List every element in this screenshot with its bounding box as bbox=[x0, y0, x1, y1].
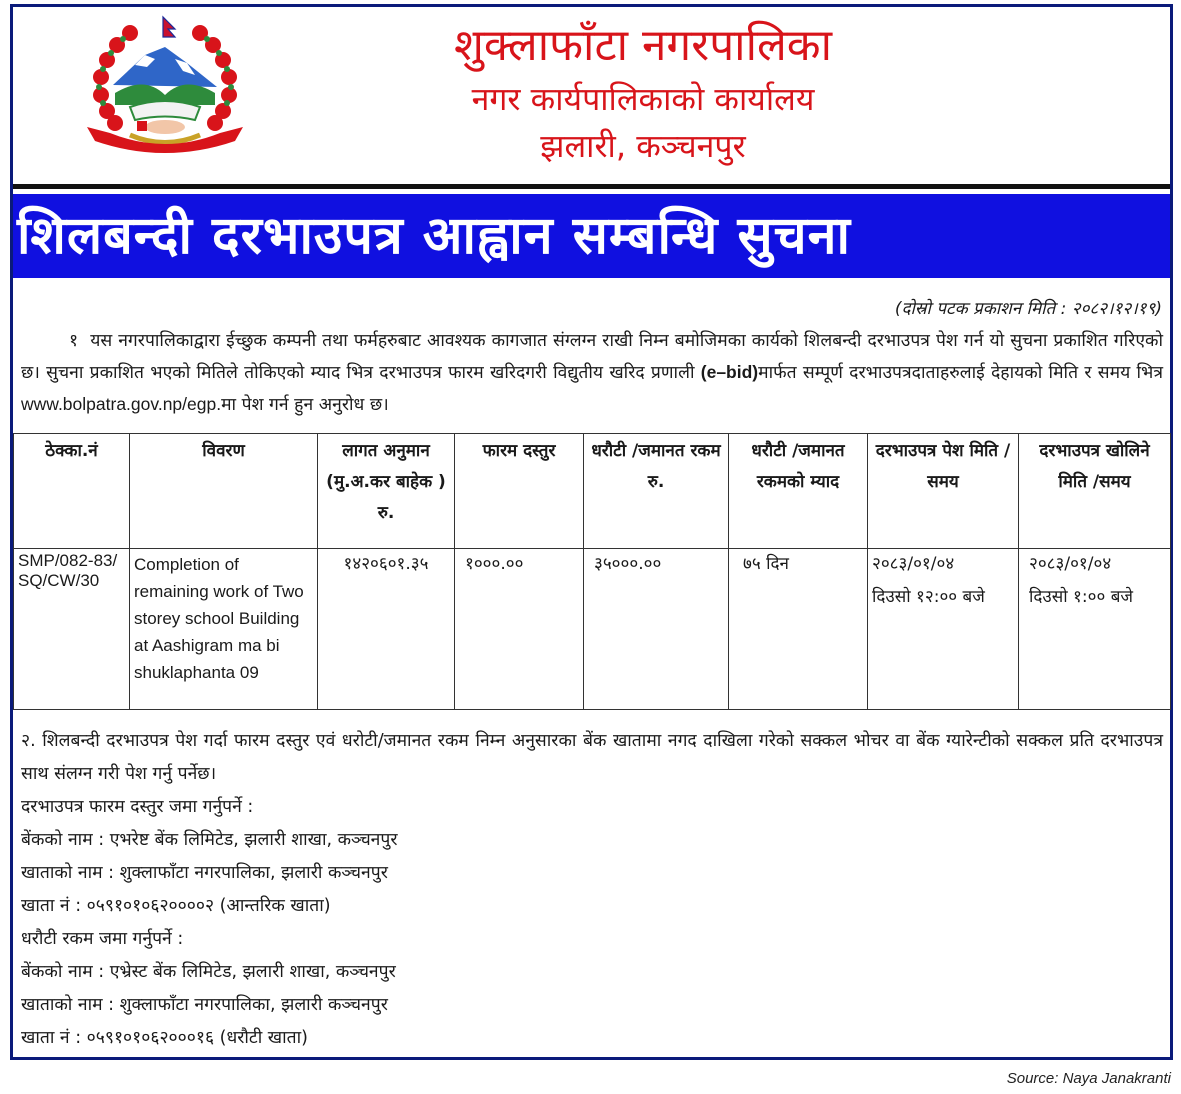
header bbox=[13, 7, 1170, 189]
form-fee-heading: दरभाउपत्र फारम दस्तुर जमा गर्नुपर्ने : bbox=[21, 797, 254, 817]
para1-text-end: मा पेश गर्न हुन अनुरोध छ। bbox=[221, 395, 389, 415]
para1-text: यस नगरपालिकाद्वारा ईच्छुक कम्पनी तथा फर्महरुबाट आवश्यक कागजात संग्लग्न राखी निम्न बमोजिमका कार्यको शिलबन्दी दरभाउपत्र पेश गर्न यो सुचना प्रकाशित गरिएको छ। सुचना प्रकाशित भएको मितिले तोकिएको म्याद भित्र दरभाउपत्र फारम खरिदगरी विद्युतीय खरिद प्रणाली bbox=[21, 331, 1163, 383]
para1-text-cont: मार्फत सम्पूर्ण दरभाउपत्रदाताहरुलाई देहायको मिति र समय भित्र bbox=[758, 363, 1163, 383]
submission-date: २०८३/०१/०४ bbox=[872, 554, 955, 574]
para2-intro: २. शिलबन्दी दरभाउपत्र पेश गर्दा फारम दस्तुर एवं धरोटी/जमानत रकम निम्न अनुसारका बेंक खातामा नगद दाखिला गरेको सक्कल भोचर वा बेंक ग्यारेन्टीको सक्कल प्रति दरभाउपत्र साथ संलग्न गरी पेश गर्नु पर्नेछ। bbox=[21, 731, 1163, 784]
notice-title-banner: शिलबन्दी दरभाउपत्र आह्वान सम्बन्धि सुचना bbox=[13, 194, 1170, 278]
security-bank: बेंकको नाम : एभ्रेस्ट बेंक लिमिटेड, झलारी शाखा, कञ्चनपुर bbox=[21, 962, 396, 982]
cell-form-fee: १०००.०० bbox=[455, 549, 584, 710]
security-heading: धरौटी रकम जमा गर्नुपर्ने : bbox=[21, 929, 184, 949]
cell-opening bbox=[1019, 549, 1171, 710]
cell-security-validity: ७५ दिन bbox=[729, 549, 868, 710]
submission-time: दिउसो १२:०० बजे bbox=[872, 587, 985, 607]
col-cost-estimate: लागत अनुमान (मु.अ.कर बाहेक ) रु. bbox=[318, 434, 455, 549]
col-contract-no: ठेक्का.नं bbox=[14, 434, 130, 549]
office-location: झलारी, कञ्चनपुर bbox=[540, 127, 746, 165]
org-name: शुक्लाफाँटा नगरपालिका bbox=[454, 20, 832, 71]
col-bid-security: धरौटी /जमानत रकम रु. bbox=[584, 434, 729, 549]
source-credit: Source: Naya Janakranti bbox=[1006, 1070, 1171, 1087]
security-account-no: खाता नं : ०५९१०१०६२०००१६ (धरौटी खाता) bbox=[21, 1028, 308, 1048]
form-fee-account-no: खाता नं : ०५९१०१०६२००००२ (आन्तरिक खाता) bbox=[21, 896, 331, 916]
opening-date: २०८३/०१/०४ bbox=[1029, 554, 1112, 574]
form-fee-bank: बेंकको नाम : एभरेष्ट बेंक लिमिटेड, झलारी शाखा, कञ्चनपुर bbox=[21, 830, 398, 850]
cell-submission bbox=[868, 549, 1019, 710]
col-security-validity: धरौटी /जमानत रकमको म्याद bbox=[729, 434, 868, 549]
col-description: विवरण bbox=[130, 434, 318, 549]
col-opening-date: दरभाउपत्र खोलिने मिति /समय bbox=[1019, 434, 1171, 549]
col-form-fee: फारम दस्तुर bbox=[455, 434, 584, 549]
cell-cost-estimate: १४२०६०१.३५ bbox=[318, 549, 455, 710]
notice-paragraph-2 bbox=[21, 725, 1163, 1055]
table-header-row bbox=[14, 434, 1171, 549]
publication-date: (दोस्रो पटक प्रकाशन मिति : २०८२।१२।१९) bbox=[894, 299, 1162, 319]
tender-table bbox=[13, 433, 1171, 710]
organization-heading bbox=[313, 17, 973, 169]
cell-contract-no: SMP/082-83/ SQ/CW/30 bbox=[14, 549, 130, 710]
table-row bbox=[14, 549, 1171, 710]
col-submission-date: दरभाउपत्र पेश मिति /समय bbox=[868, 434, 1019, 549]
ebid-label: (e–bid) bbox=[700, 362, 759, 382]
opening-time: दिउसो १:०० बजे bbox=[1029, 587, 1134, 607]
office-name: नगर कार्यपालिकाको कार्यालय bbox=[471, 80, 815, 118]
security-account-name: खाताको नाम : शुक्लाफाँटा नगरपालिका, झलारी कञ्चनपुर bbox=[21, 995, 388, 1015]
bolpatra-link[interactable]: www.bolpatra.gov.np/egp. bbox=[21, 394, 222, 414]
nepal-emblem-icon bbox=[75, 15, 255, 163]
notice-paragraph-1 bbox=[21, 326, 1163, 421]
form-fee-account-name: खाताको नाम : शुक्लाफाँटा नगरपालिका, झलारी कञ्चनपुर bbox=[21, 863, 388, 883]
para1-number: १ bbox=[69, 331, 79, 351]
cell-bid-security: ३५०००.०० bbox=[584, 549, 729, 710]
notice-frame bbox=[10, 4, 1173, 1060]
cell-description: Completion of remaining work of Two storey school Building at Aashigram ma bi shuklaphanta 09 bbox=[130, 549, 318, 710]
